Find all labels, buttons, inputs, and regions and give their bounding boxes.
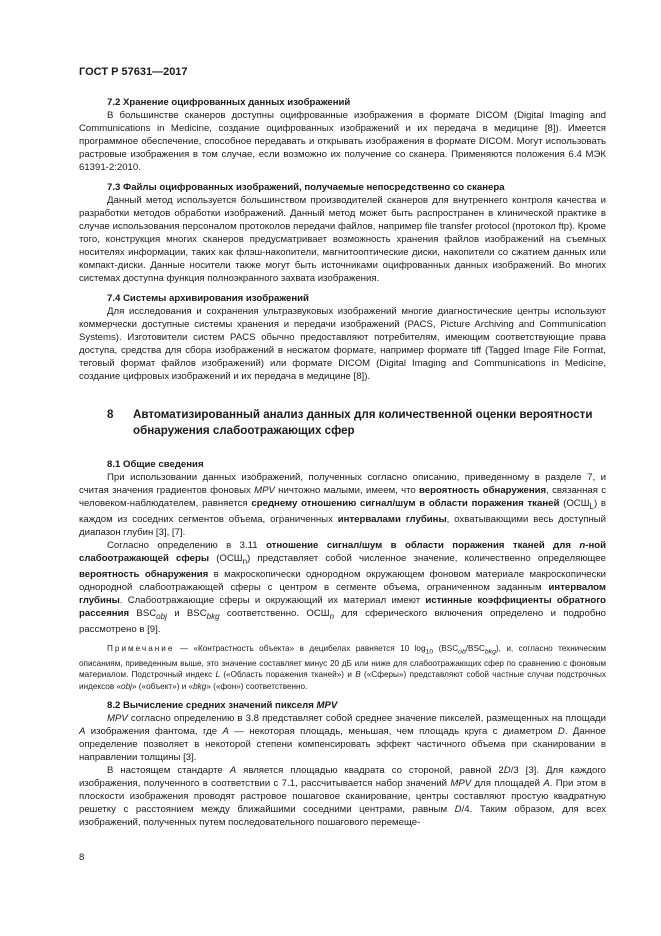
section-8-heading	[79, 407, 606, 439]
section-7-3-paragraph: Данный метод используется большинством производителей сканеров для внутреннего контроля качества и разработки методов обработки изображений. Данный метод может быть распространен в клинической практике в случае использования персоналом протоколов передачи файлов, например file transfer protocol (протокол ftp). Кроме того, конструкция многих сканеров предусматривает возможность хранения файлов изображений на съемных носителях информации, таких как флэш-накопители, магнитооптические диски, накопители со сжатием данных или компакт-диски. Данные носители также могут быть источниками оцифрованных данных изображений. Во многих системах доступна функция полноэкранного захвата изображения.	[79, 195, 606, 284]
section-8-2-paragraph-2: В настоящем стандарте A является площадью квадрата со стороной, равной 2D/3 [3]. Для каждого изображения, полученного в соответствии с 7.1, рассчитывается набор значений MPV для площадей A. При этом в плоскости изображения проводят растровое пошаговое сканирование, центры составляют простую квадратную решетку с расстоянием между ближайшими соседними центрами, равным D/4. Таким образом, для всех изображений, полученных путем последовательного пошагового перемеще-	[79, 765, 606, 829]
section-8-1-heading: 8.1 Общие сведения	[107, 459, 204, 470]
section-8-title: Автоматизированный анализ данных для количественной оценки вероятности обнаружения слабоотражающих сфер	[133, 408, 593, 437]
page-number: 8	[79, 852, 85, 863]
section-7-2-paragraph: В большинстве сканеров доступны оцифрованные изображения в формате DICOM (Digital Imaging and Communications in Medicine, создание оцифрованных изображений и их передача в медицине [8]). Имеется программное обеспечение, способное передавать и открывать изображения в формате DICOM. Могут использовать растровые изображения в том случае, если возможно их получение со сканера. Применяются положения 6.4 МЭК 61391-2:2010.	[79, 110, 606, 173]
section-7-3-heading: 7.3 Файлы оцифрованных изображений, получаемые непосредственно со сканера	[107, 182, 505, 193]
section-8-number: 8	[107, 408, 114, 421]
section-7-4-paragraph: Для исследования и сохранения ультразвуковых изображений многие диагностические центры используют коммерчески доступные системы хранения и передачи изображений (PACS, Picture Archiving and Communication Systems). Изготовители систем PACS обычно предоставляют потребителям, имеющим соответствующие права доступа, средства для сбора изображений в несжатом формате, например формате tiff (Tagged Image File Format, теговый формат файлов изображений) или формате DICOM (Digital Imaging and Communications in Medicine, создание цифровых изображений и их передача в медицине [8]).	[79, 306, 606, 382]
section-8-2-heading: 8.2 Вычисление средних значений пикселя MPV	[107, 700, 338, 712]
section-7-4-heading: 7.4 Системы архивирования изображений	[107, 293, 309, 304]
document-header: ГОСТ Р 57631—2017	[79, 66, 188, 78]
note-paragraph: Примечание — «Контрастность объекта» в децибелах равняется 10 $\log_{10} (BSC_{ob}/BSC_{bkg})$, и, согласно техническим описаниям, приведенным выше, это значение составляет минус 20 дБ или ниже для слабоотражающих сфер по сравнению с фоновым материалом. Подстрочный индекс L («Область поражения тканей») и B («Сферы») представляют собой частные случаи подстрочных индексов «obj» («объект») и «bkg» («фон») соответственно.	[79, 643, 607, 691]
section-7-2-heading: 7.2 Хранение оцифрованных данных изображений	[107, 97, 351, 108]
section-8-1-paragraph-2: Согласно определению в 3.11 отношение сигнал/шум в области поражения тканей для n-ной слабоотражающей сферы $(ОСШ_n)$ представляет собой численное значение, количественно определяющее вероятность обнаружения в макроскопически однородном окружающем фоновом материале макроскопически однородной слабоотражающей сферы с центром в сегменте объема, ограниченном заданным интервалом глубины. Слабоотражающие сферы и окружающий их материал имеют истинные коэффициенты обратного рассеяния $BSC_{obj}$ и $BSC_{bkg}$ соответственно. $ОСШ_n$ для сферического включения определено и подробно рассмотрено в [9].	[79, 539, 607, 635]
section-8-2-paragraph-1: MPV согласно определению в 3.8 представляет собой среднее значение пикселей, размещенных на площади A изображения фантома, где A — некоторая площадь, меньшая, чем площадь круга с диаметром D. Данное определение позволяет в некоторой степени компенсировать эффект частичного объема при сканировании в направлении толщины [3].	[79, 713, 606, 764]
document-body	[79, 96, 606, 829]
section-8-1-paragraph-1: При использовании данных изображений, полученных согласно описанию, приведенному в разделе 7, и считая значения градиентов фоновых MPV ничтожно малыми, имеем, что вероятность обнаружения, связанная с человеком-наблюдателем, равняется среднему отношению сигнал/шум в области поражения тканей $(ОСШ_L)$ в каждом из соседних сегментов объема, ограниченных интервалами глубины, охватывающими весь доступный диапазон глубин [3], [7].	[79, 472, 607, 538]
